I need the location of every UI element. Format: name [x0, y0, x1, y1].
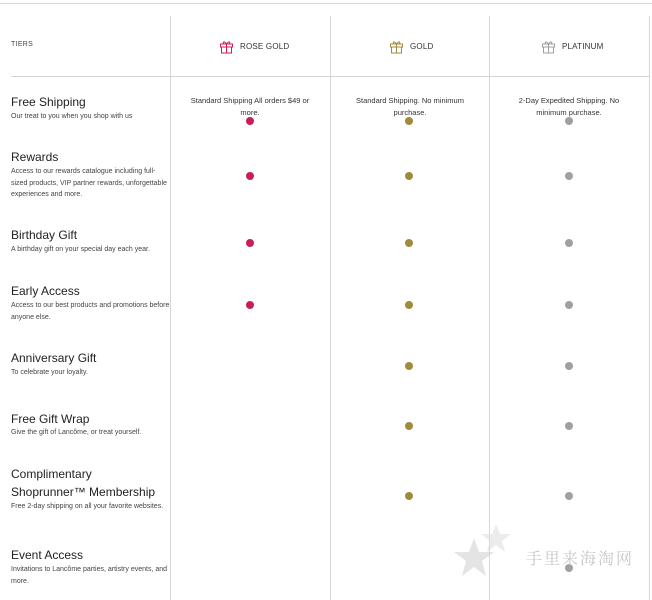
shipping-note-platinum: 2-Day Expedited Shipping. No minimum purchase.	[518, 96, 620, 117]
benefit-desc-shoprunner: Free 2-day shipping on all your favorite websites.	[11, 503, 164, 510]
tier-included-dot	[565, 362, 573, 370]
benefit-desc-anniversary-gift: To celebrate your loyalty.	[11, 369, 88, 376]
tier-included-dot	[246, 239, 254, 247]
tier-name: ROSE GOLD	[240, 41, 290, 51]
benefit-title-anniversary-gift: Anniversary Gift	[11, 351, 97, 365]
shipping-note-rose-gold: Standard Shipping All orders $49 or more.	[190, 96, 310, 117]
tier-included-dot	[405, 422, 413, 430]
benefit-title-free-gift-wrap: Free Gift Wrap	[11, 412, 90, 426]
tier-included-dot	[246, 301, 254, 309]
tier-name: PLATINUM	[562, 41, 604, 51]
benefit-title-early-access: Early Access	[11, 284, 80, 298]
benefit-title-birthday-gift: Birthday Gift	[11, 228, 78, 242]
tier-included-dot	[405, 239, 413, 247]
shipping-note-gold: Standard Shipping. No minimum purchase.	[356, 96, 464, 117]
tier-included-dot	[405, 301, 413, 309]
tier-included-dot	[246, 117, 254, 125]
tier-header-platinum	[541, 37, 603, 55]
tier-included-dot	[565, 422, 573, 430]
watermark-text: 手里来海淘网	[526, 548, 635, 568]
gift-icon	[541, 39, 556, 54]
column-divider	[489, 16, 490, 600]
tier-included-dot	[565, 239, 573, 247]
benefit-title-shoprunner-line1: Complimentary	[11, 467, 92, 481]
gift-icon	[389, 39, 404, 54]
benefit-desc-free-gift-wrap: Give the gift of Lancôme, or treat yourself.	[11, 429, 142, 436]
tier-included-dot	[565, 117, 573, 125]
benefit-desc-birthday-gift: A birthday gift on your special day each year.	[11, 246, 150, 253]
benefit-desc-event-access: Invitations to Lancôme parties, artistry events, and more.	[11, 566, 168, 585]
tier-included-dot	[405, 362, 413, 370]
benefit-title-event-access: Event Access	[11, 548, 84, 562]
tier-included-dot	[565, 301, 573, 309]
header-divider	[11, 76, 649, 77]
tier-included-dot	[405, 117, 413, 125]
tier-included-dot	[405, 492, 413, 500]
tier-header-rose-gold	[219, 37, 289, 55]
tier-header-gold	[389, 37, 433, 55]
benefit-desc-rewards: Access to our rewards catalogue including full-sized products, VIP partner rewards, unforgettable experiences and more.	[11, 168, 167, 199]
watermark	[446, 520, 634, 586]
top-divider	[0, 3, 652, 4]
tier-included-dot	[246, 172, 254, 180]
column-divider	[330, 16, 331, 600]
tier-included-dot	[405, 172, 413, 180]
benefit-desc-free-shipping: Our treat to you when you shop with us	[11, 113, 133, 120]
benefit-title-rewards: Rewards	[11, 150, 59, 164]
tiers-label: TIERS	[11, 41, 34, 48]
gift-icon	[219, 39, 234, 54]
star-icon	[446, 520, 520, 586]
tier-name: GOLD	[410, 41, 434, 51]
column-divider	[649, 16, 650, 600]
benefit-desc-early-access: Access to our best products and promotions before anyone else.	[11, 302, 170, 321]
benefit-title-free-shipping: Free Shipping	[11, 95, 86, 109]
tier-included-dot	[565, 492, 573, 500]
tier-included-dot	[565, 172, 573, 180]
benefit-title-shoprunner-line2: Shoprunner™ Membership	[11, 485, 156, 499]
